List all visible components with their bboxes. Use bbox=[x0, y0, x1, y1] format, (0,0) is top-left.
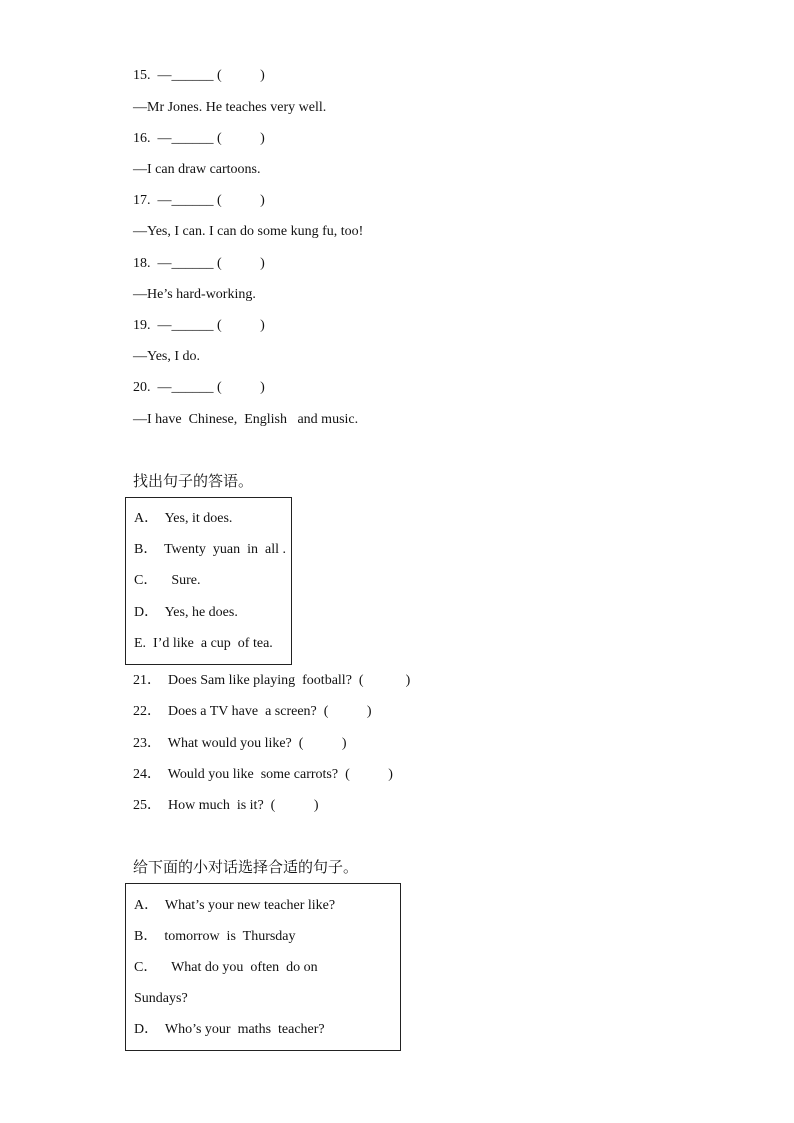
dialogue-option-a: A． What’s your new teacher like? bbox=[134, 898, 336, 913]
dialogue-option-c: C． What do you often do on bbox=[134, 960, 318, 975]
dialogue-option-c-cont: Sundays? bbox=[134, 991, 188, 1006]
q18-blank: 18. —______ ( ) bbox=[133, 256, 265, 271]
q17-blank: 17. —______ ( ) bbox=[133, 193, 265, 208]
q17-answer: —Yes, I can. I can do some kung fu, too! bbox=[133, 224, 364, 239]
q16-blank: 16. —______ ( ) bbox=[133, 131, 265, 146]
dialogue-options-box bbox=[125, 883, 401, 1051]
q19-blank: 19. —______ ( ) bbox=[133, 318, 265, 333]
q18-answer: —He’s hard-working. bbox=[133, 287, 256, 302]
section2-heading: 找出句子的答语。 bbox=[133, 472, 254, 490]
q20-answer: —I have Chinese, English and music. bbox=[133, 412, 359, 427]
q20-blank: 20. —______ ( ) bbox=[133, 380, 265, 395]
q16-answer: —I can draw cartoons. bbox=[133, 162, 261, 177]
option-d: D． Yes, he does. bbox=[134, 605, 238, 620]
option-b: B． Twenty yuan in all . bbox=[134, 542, 286, 557]
q25: 25． How much is it? ( ) bbox=[133, 798, 319, 813]
section3-heading: 给下面的小对话选择合适的句子。 bbox=[133, 858, 359, 876]
q21: 21． Does Sam like playing football? ( ) bbox=[133, 673, 411, 688]
q15-answer: —Mr Jones. He teaches very well. bbox=[133, 100, 327, 115]
q22: 22． Does a TV have a screen? ( ) bbox=[133, 704, 372, 719]
option-c: C． Sure. bbox=[134, 573, 201, 588]
dialogue-option-b: B． tomorrow is Thursday bbox=[134, 929, 296, 944]
q24: 24． Would you like some carrots? ( ) bbox=[133, 767, 393, 782]
option-a: A． Yes, it does. bbox=[134, 511, 233, 526]
option-e: E. I’d like a cup of tea. bbox=[134, 636, 273, 651]
dialogue-option-d: D． Who’s your maths teacher? bbox=[134, 1022, 325, 1037]
q15-blank: 15. —______ ( ) bbox=[133, 68, 265, 83]
answer-options-box bbox=[125, 497, 292, 665]
q19-answer: —Yes, I do. bbox=[133, 349, 201, 364]
q23: 23． What would you like? ( ) bbox=[133, 736, 347, 751]
